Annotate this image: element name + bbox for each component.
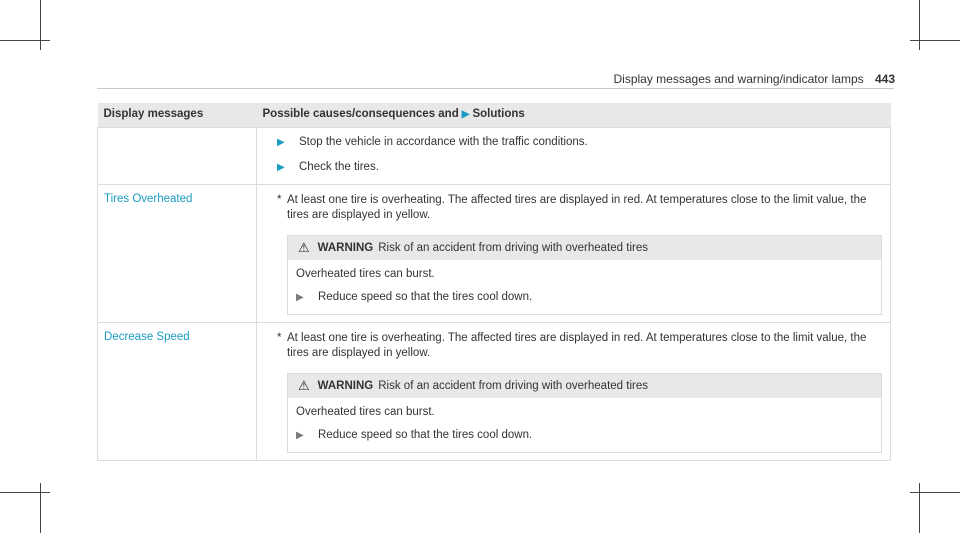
- message-cell-empty: [98, 127, 257, 184]
- table-row: [98, 322, 891, 460]
- column-header-causes: [257, 103, 891, 127]
- cause-marker: *: [277, 193, 282, 206]
- crop-mark: [919, 483, 920, 533]
- arrow-right-icon: ▶: [296, 291, 304, 303]
- message-cell: Decrease Speed: [98, 322, 257, 460]
- cause-item: [277, 323, 882, 361]
- crop-mark: [910, 40, 960, 41]
- step-text: Reduce speed so that the tires cool down.: [318, 428, 533, 441]
- warning-title: Risk of an accident from driving with overheated tires: [378, 379, 648, 392]
- warning-body: [288, 260, 881, 314]
- warning-step: [296, 421, 873, 446]
- crop-mark: [0, 40, 50, 41]
- column-header-messages: Display messages: [98, 103, 257, 127]
- table-header-row: [98, 103, 891, 127]
- table-row: [98, 184, 891, 322]
- cause-cell: [257, 322, 891, 460]
- arrow-right-icon: ▶: [277, 161, 285, 173]
- solution-step: [277, 153, 882, 178]
- arrow-right-icon: ▶: [277, 136, 285, 148]
- step-text: Stop the vehicle in accordance with the traffic conditions.: [299, 135, 588, 148]
- cause-text: At least one tire is overheating. The affected tires are displayed in red. At temperatures close to the limit value, the tires are displayed in yellow.: [287, 331, 867, 359]
- step-text: Check the tires.: [299, 160, 379, 173]
- running-head: [0, 72, 895, 86]
- warning-label: WARNING: [317, 241, 374, 254]
- warning-title-bar: [288, 374, 881, 398]
- warning-step: [296, 283, 873, 308]
- warning-triangle-icon: ⚠: [298, 239, 310, 255]
- arrow-right-icon: ▶: [296, 429, 304, 441]
- warning-title: Risk of an accident from driving with overheated tires: [378, 241, 648, 254]
- table-row: [98, 127, 891, 184]
- warning-label: WARNING: [317, 379, 374, 392]
- column-header-suffix: Solutions: [472, 108, 525, 120]
- step-text: Reduce speed so that the tires cool down.: [318, 290, 533, 303]
- crop-mark: [40, 0, 41, 50]
- warning-triangle-icon: ⚠: [298, 377, 310, 393]
- cause-marker: *: [277, 331, 282, 344]
- arrow-right-icon: ▶: [461, 109, 470, 120]
- warning-box: [287, 235, 882, 315]
- cause-cell: [257, 184, 891, 322]
- solution-cell: [257, 127, 891, 184]
- crop-mark: [40, 483, 41, 533]
- page-number: 443: [874, 72, 895, 86]
- warning-text: Overheated tires can burst.: [296, 267, 435, 280]
- cause-text: At least one tire is overheating. The affected tires are displayed in red. At temperatures close to the limit value, the tires are displayed in yellow.: [287, 193, 867, 221]
- crop-mark: [0, 492, 50, 493]
- section-title: Display messages and warning/indicator lamps: [613, 72, 864, 86]
- cause-item: [277, 185, 882, 223]
- header-rule: [97, 88, 894, 89]
- display-messages-table: [97, 103, 891, 461]
- solution-step: [277, 131, 882, 153]
- warning-body: [288, 398, 881, 452]
- crop-mark: [919, 0, 920, 50]
- warning-box: [287, 373, 882, 453]
- crop-mark: [910, 492, 960, 493]
- column-header-prefix: Possible causes/consequences and: [262, 108, 459, 120]
- warning-title-bar: [288, 236, 881, 260]
- message-cell: Tires Overheated: [98, 184, 257, 322]
- warning-text: Overheated tires can burst.: [296, 405, 435, 418]
